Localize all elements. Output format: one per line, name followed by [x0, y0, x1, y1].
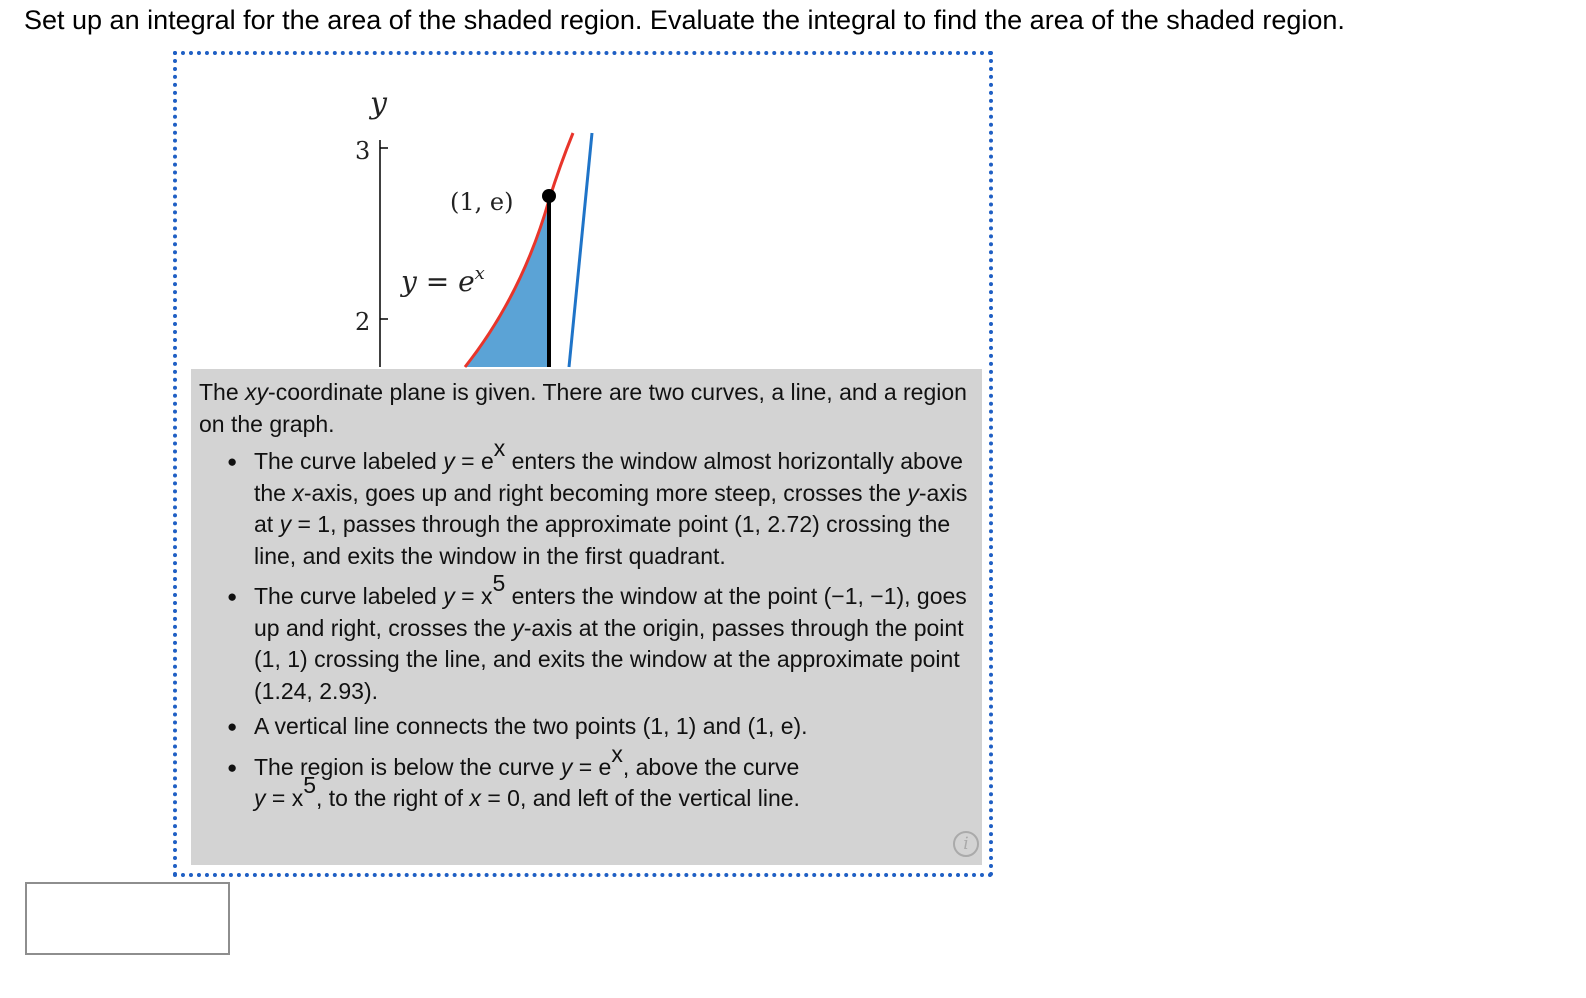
point-label: (1, e) [450, 188, 514, 216]
question-text: Set up an integral for the area of the shaded region. Evaluate the integral to find the area of the shaded region. [24, 5, 1345, 35]
tick-label-y2: 2 [355, 308, 371, 336]
point-1-e [542, 189, 556, 203]
desc-bullet-region: ● The region is below the curve $y = e^x$, above the curve $y = x^5$, to the right of x = 0, and left of the vertical line. [199, 752, 974, 815]
power-curve [569, 133, 592, 367]
y-axis-label: y [370, 86, 387, 121]
alt-text-panel [191, 369, 982, 865]
tick-label-y3: 3 [355, 137, 371, 165]
desc-bullet-vertical-line: ● A vertical line connects the two points (1, 1) and (1, e). [199, 711, 974, 743]
desc-intro: The xy-coordinate plane is given. There are two curves, a line, and a region on the graph. [199, 379, 967, 437]
figure-frame [173, 51, 993, 877]
desc-list [199, 435, 974, 815]
info-icon[interactable]: i [953, 831, 979, 857]
desc-bullet-power-curve: ● The curve labeled $y = x^5$ enters the window at the point (−1, −1), goes up and right, crosses the y-axis at the origin, passes through the point (1, 1) crossing the line, and exits the window at the approximate point (1.24, 2.93). [199, 581, 974, 707]
answer-input[interactable] [25, 882, 230, 955]
desc-bullet-exp-curve: ● The curve labeled $y = e^x$ enters the window almost horizontally above the x-axis, goes up and right becoming more steep, crosses the y-axis at y = 1, passes through the approximate point (1, 2.72) crossing the line, and exits the window in the first quadrant. [199, 446, 974, 572]
curve-label: $y = e^x$ [401, 263, 485, 298]
